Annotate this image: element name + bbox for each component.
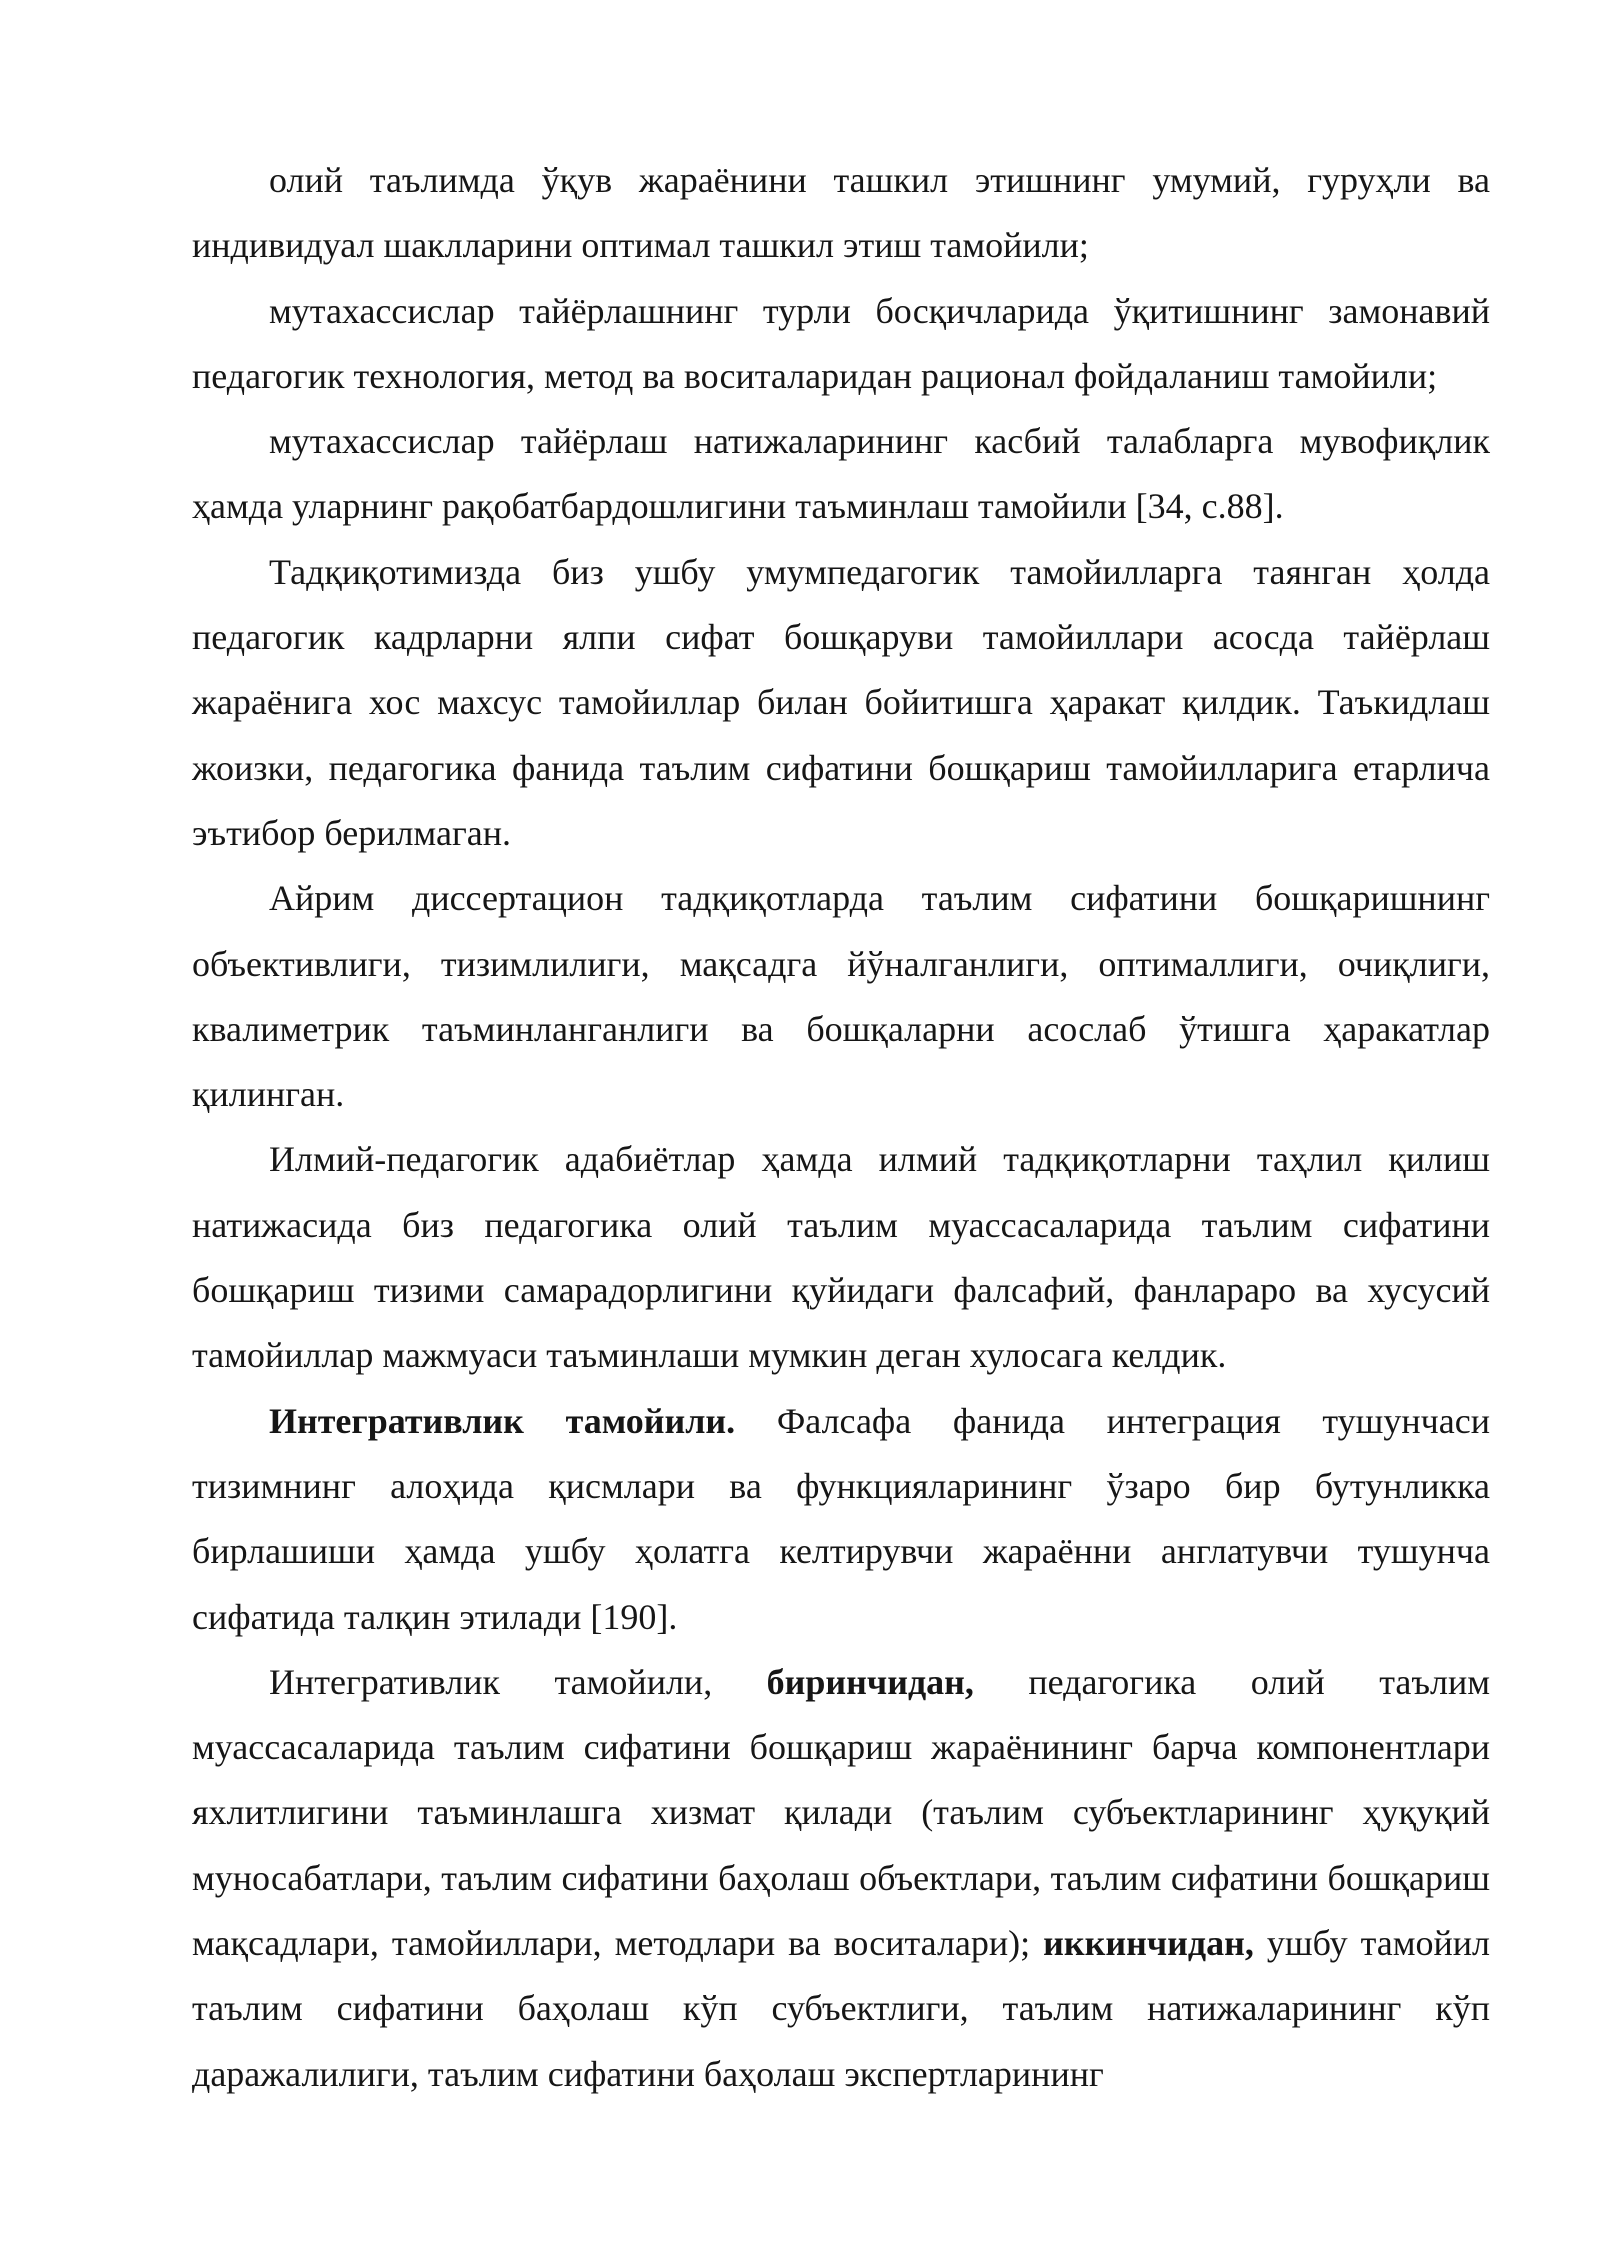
paragraph-text: Фалсафа фанида интеграция тушунчаси тизимнинг алоҳида қисмлари ва функцияларининг ўзаро бир бутунликка бирлашиши ҳамда ушбу ҳолатга келтирувчи жараённи англатувчи тушунча сифатида талқин этилади [190].	[192, 1400, 1490, 1637]
paragraph-4	[192, 540, 1490, 866]
paragraph-text: Тадқиқотимизда биз ушбу умумпедагогик тамойилларга таянган ҳолда педагогик кадрларни ялпи сифат бошқаруви тамойиллари асосда тайёрлаш жараёнига хос махсус тамойиллар билан бойитишга ҳаракат қилдик. Таъкидлаш жоизки, педагогика фанида таълим сифатини бошқариш тамойилларига етарлича эътибор берилмаган.	[192, 551, 1490, 853]
paragraph-5	[192, 866, 1490, 1127]
paragraph-text: Илмий-педагогик адабиётлар ҳамда илмий тадқиқотларни таҳлил қилиш натижасида биз педагогика олий таълим муассасаларида таълим сифатини бошқариш тизими самарадорлигини қуйидаги фалсафий, фанлараро ва хусусий тамойиллар мажмуаси таъминлаши мумкин деган хулосага келдик.	[192, 1139, 1490, 1376]
paragraph-1	[192, 148, 1490, 279]
paragraph-8	[192, 1650, 1490, 2107]
document-body	[192, 148, 1490, 2107]
bold-heading-integrativity-principle: Интегративлик тамойили.	[269, 1400, 736, 1441]
paragraph-text: мутахассислар тайёрлашнинг турли босқичларида ўқитишнинг замонавий педагогик технология, метод ва воситаларидан рационал фойдаланиш тамойили;	[192, 290, 1490, 396]
paragraph-2	[192, 279, 1490, 410]
paragraph-text: Айрим диссертацион тадқиқотларда таълим сифатини бошқаришнинг объективлиги, тизимлилиги, мақсадга йўналганлиги, оптималлиги, очиқлиги, квалиметрик таъминланганлиги ва бошқаларни асослаб ўтишга ҳаракатлар қилинган.	[192, 878, 1490, 1115]
paragraph-text: педагогика олий таълим муассасаларида таълим сифатини бошқариш жараёнининг барча компонентлари яхлитлигини таъминлашга хизмат қилади (таълим субъектларининг ҳуқуқий муносабатлари, таълим сифатини баҳолаш объектлари, таълим сифатини бошқариш мақсадлари, тамойиллари, методлари ва воситалари);	[192, 1661, 1490, 1964]
paragraph-3	[192, 409, 1490, 540]
paragraph-text: ушбу тамойил таълим сифатини баҳолаш кўп субъектлиги, таълим натижаларининг кўп даражалилиги, таълим сифатини баҳолаш экспертларининг	[192, 1923, 1490, 2094]
paragraph-7	[192, 1389, 1490, 1650]
paragraph-6	[192, 1127, 1490, 1388]
paragraph-text: мутахассислар тайёрлаш натижаларининг касбий талабларга мувофиқлик ҳамда уларнинг рақобатбардошлигини таъминлаш тамойили [34, с.88].	[192, 421, 1490, 527]
paragraph-text: олий таълимда ўқув жараёнини ташкил этишнинг умумий, гуруҳли ва индивидуал шаклларини оптимал ташкил этиш тамойили;	[192, 160, 1490, 266]
bold-term-firstly: биринчидан,	[766, 1661, 974, 1702]
bold-term-secondly: иккинчидан,	[1043, 1923, 1254, 1964]
paragraph-text: Интегративлик тамойили,	[269, 1661, 767, 1702]
